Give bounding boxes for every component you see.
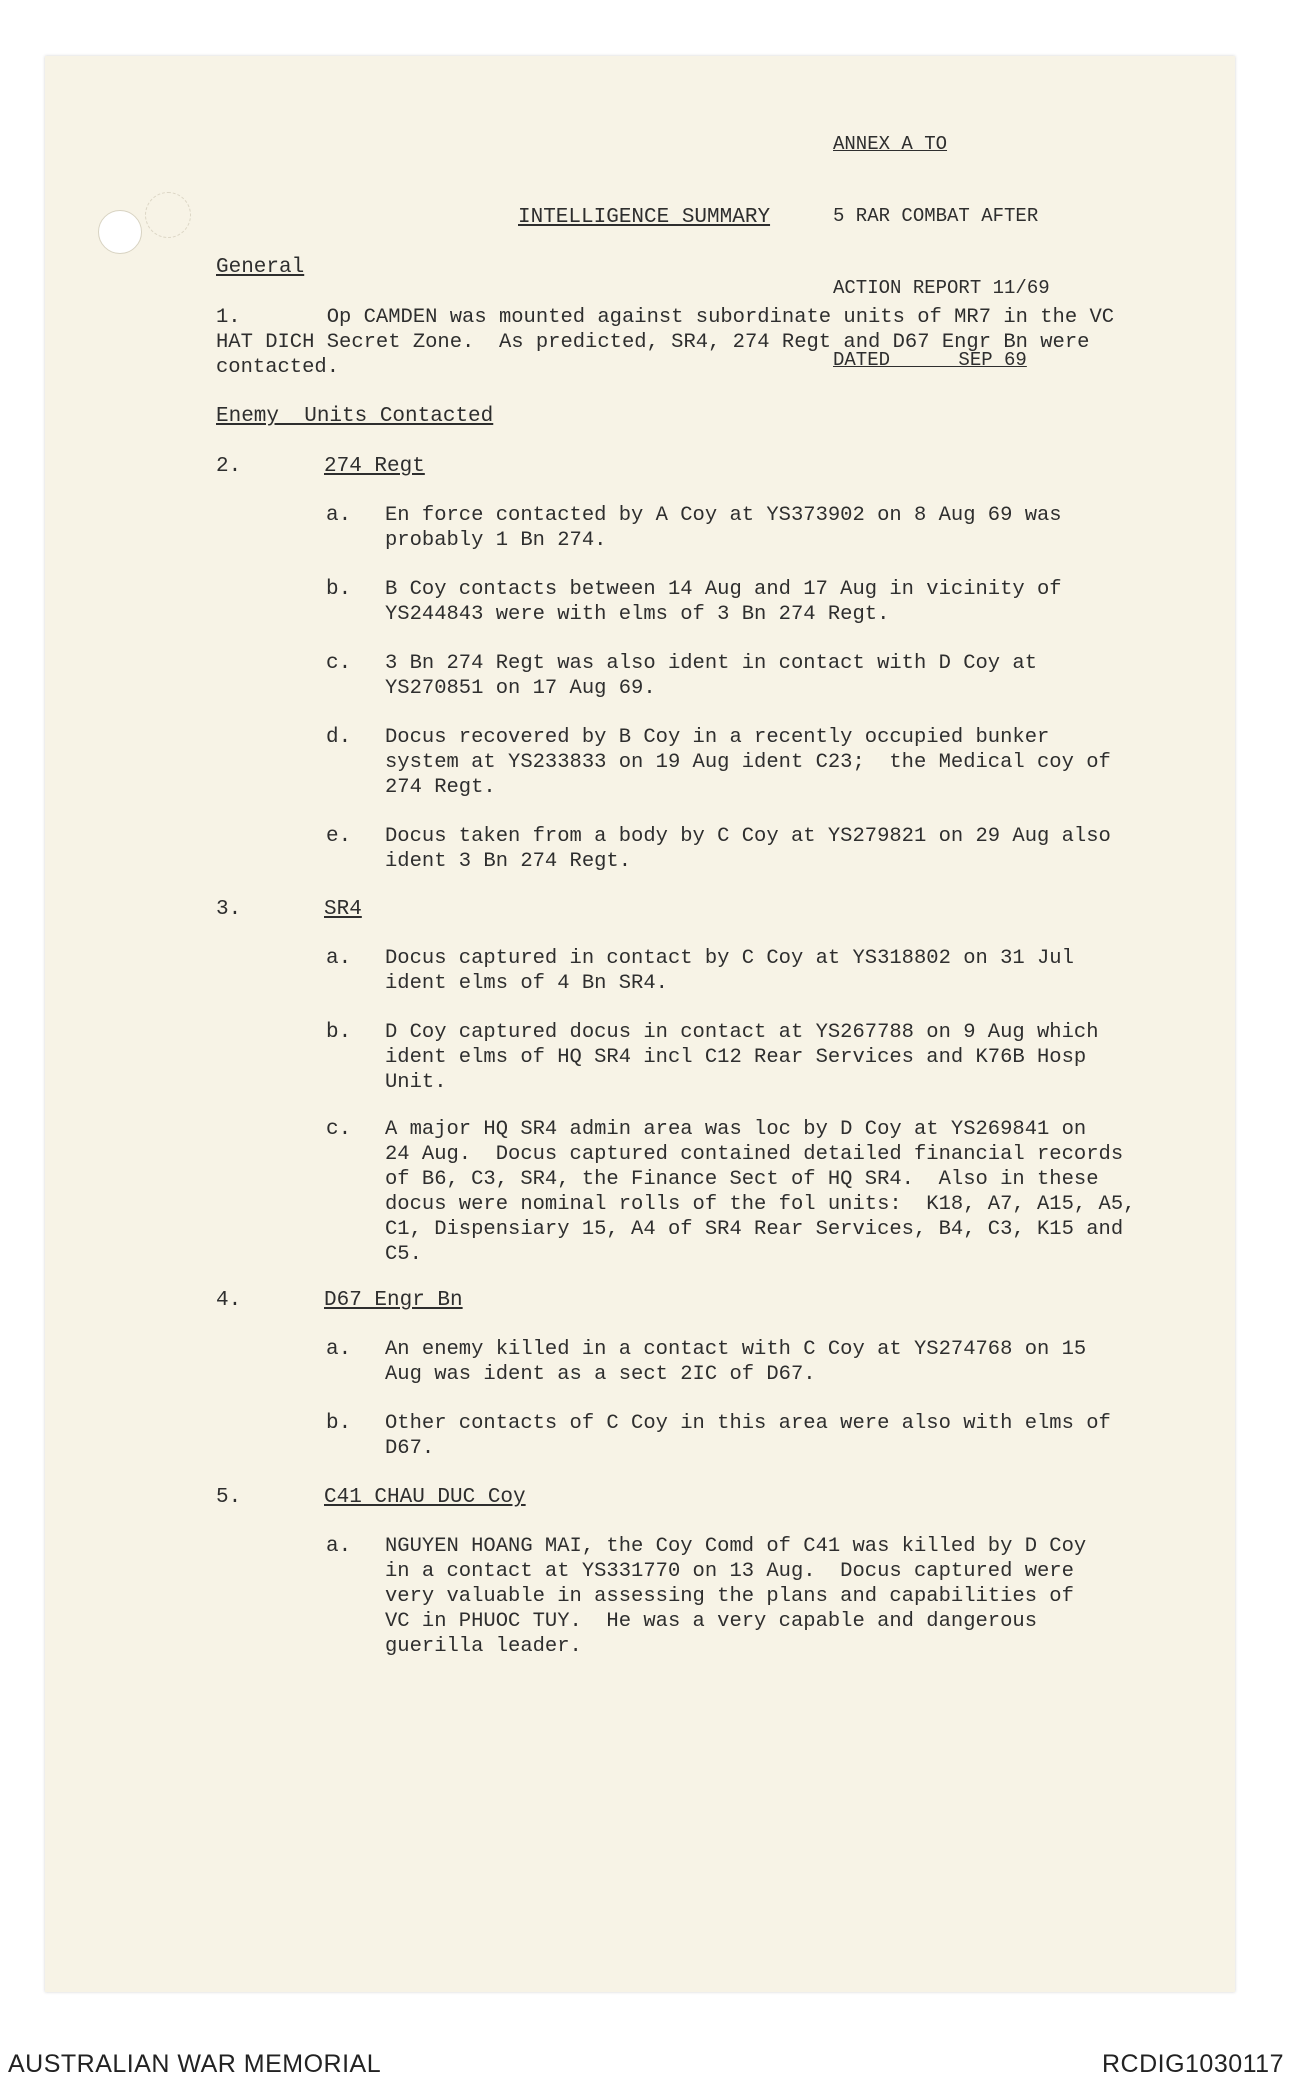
section-title: 274 Regt — [324, 455, 425, 478]
section-number: 3. — [216, 898, 242, 921]
annex-line-1: ANNEX A TO — [833, 133, 948, 155]
item-letter: c. — [326, 1118, 352, 1141]
section-number: 4. — [216, 1289, 242, 1312]
section-title: C41 CHAU DUC Coy — [324, 1486, 526, 1509]
item-text: 3 Bn 274 Regt was also ident in contact with D Coy at YS270851 on 17 Aug 69. — [385, 652, 1038, 700]
annex-line-3: ACTION REPORT 11/69 — [833, 277, 1050, 299]
item-letter: c. — [326, 652, 352, 675]
item-text: Other contacts of C Coy in this area were also with elms of D67. — [385, 1412, 1111, 1460]
footer-record-id: RCDIG1030117 — [1101, 2050, 1284, 2078]
document-title: INTELLIGENCE SUMMARY — [518, 206, 771, 229]
item-text: D Coy captured docus in contact at YS267788 on 9 Aug which ident elms of HQ SR4 incl C12 Rear Services and K76B Hosp Unit. — [385, 1021, 1099, 1094]
item-text: Docus taken from a body by C Coy at YS279821 on 29 Aug also ident 3 Bn 274 Regt. — [385, 825, 1111, 873]
embossed-seal — [145, 192, 191, 238]
annex-line-2: 5 RAR COMBAT AFTER — [833, 205, 1039, 227]
item-letter: a. — [326, 1338, 352, 1361]
item-letter: a. — [326, 947, 352, 970]
item-text: NGUYEN HOANG MAI, the Coy Comd of C41 was killed by D Coy in a contact at YS331770 on 13 Aug. Docus captured were very valuable in assessing the plans and capabilities of VC in PHUOC TUY. He was a very capable and dangerous guerilla leader. — [385, 1535, 1087, 1658]
section-title: D67 Engr Bn — [324, 1289, 463, 1312]
footer-source: AUSTRALIAN WAR MEMORIAL — [8, 2050, 382, 2078]
item-letter: b. — [326, 1412, 352, 1435]
item-letter: a. — [326, 1535, 352, 1558]
item-text: A major HQ SR4 admin area was loc by D Coy at YS269841 on 24 Aug. Docus captured contained detailed financial records of B6, C3, SR4, the Finance Sect of HQ SR4. Also in these docus were nominal rolls of the fol units: K18, A7, A15, A5, C1, Dispensiary 15, A4 of SR4 Rear Services, B4, C3, K15 and C5. — [385, 1118, 1136, 1266]
general-heading: General — [216, 256, 305, 279]
item-letter: a. — [326, 504, 352, 527]
enemy-units-heading: Enemy Units Contacted — [216, 405, 494, 428]
item-text: B Coy contacts between 14 Aug and 17 Aug in vicinity of YS244843 were with elms of 3 Bn 274 Regt. — [385, 578, 1062, 626]
section-number: 5. — [216, 1486, 242, 1509]
item-text: Docus captured in contact by C Coy at YS318802 on 31 Jul ident elms of 4 Bn SR4. — [385, 947, 1074, 995]
item-letter: d. — [326, 726, 352, 749]
section-title: SR4 — [324, 898, 362, 921]
item-letter: b. — [326, 1021, 352, 1044]
item-text: En force contacted by A Coy at YS373902 on 8 Aug 69 was probably 1 Bn 274. — [385, 504, 1062, 552]
section-number: 2. — [216, 455, 242, 478]
punch-hole — [98, 210, 142, 254]
annex-line-4: DATED SEP 69 — [833, 349, 1027, 371]
item-text: Docus recovered by B Coy in a recently occupied bunker system at YS233833 on 19 Aug ident C23; the Medical coy of 274 Regt. — [385, 726, 1111, 799]
general-paragraph-1: 1. Op CAMDEN was mounted against subordinate units of MR7 in the VC HAT DICH Secret Zone. As predicted, SR4, 274 Regt and D67 Engr Bn were contacted. — [216, 306, 1115, 379]
item-letter: e. — [326, 825, 352, 848]
item-text: An enemy killed in a contact with C Coy at YS274768 on 15 Aug was ident as a sect 2IC of D67. — [385, 1338, 1087, 1386]
item-letter: b. — [326, 578, 352, 601]
